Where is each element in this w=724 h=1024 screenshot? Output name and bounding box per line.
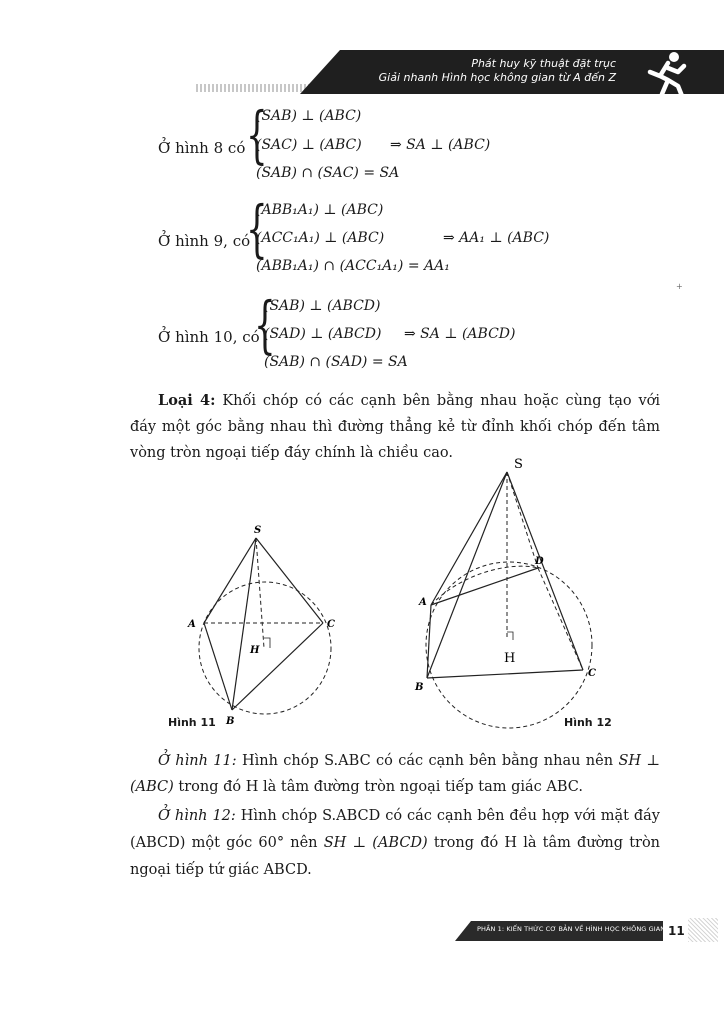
figure-11 [160, 500, 380, 740]
fig12-label-c: C [588, 668, 596, 679]
fig12-edge-sb [427, 472, 507, 678]
fig12-label-d: D [535, 556, 544, 567]
fig11-edge-sa [204, 538, 256, 623]
explanation-11-lead: Ở hình 11: [158, 753, 237, 769]
header-title-line-1: Phát huy kỹ thuật đặt trục [471, 57, 616, 70]
corner-mark: + [676, 282, 683, 291]
fig11-edge-ab [204, 623, 232, 710]
fig12-edge-sa [431, 472, 507, 605]
explanation-11-text-1: Hình chóp S.ABC có các cạnh bên bằng nhau nên [241, 753, 614, 769]
figure-12 [405, 450, 635, 740]
explanation-12-lead: Ở hình 12: [158, 808, 236, 824]
fig11-right-angle [264, 638, 270, 648]
system-2-brace: { [246, 192, 268, 265]
system-3-line-2: (SAD) ⊥ (ABCD) [264, 326, 382, 342]
fig11-edge-sc [256, 538, 323, 623]
explanation-12-text-1: Hình chóp S.ABCD có các cạnh bên đều hợp với mặt đáy (ABCD) một góc 60° nên [130, 808, 661, 851]
fig11-edge-bc [232, 623, 323, 710]
system-1-line-3: (SAB) ∩ (SAC) = SA [256, 165, 400, 181]
runner-icon [638, 48, 692, 102]
system-1-result: ⇒ SA ⊥ (ABC) [390, 137, 491, 153]
explanation-11 [130, 748, 660, 800]
system-3-line-3: (SAB) ∩ (SAD) = SA [264, 354, 408, 370]
footer-texture [688, 918, 718, 942]
system-2-label: Ở hình 9, có [158, 232, 251, 250]
loai4-text: Khối chóp có các cạnh bên bằng nhau hoặc cùng tạo với đáy một góc bằng nhau thì đường thẳng kẻ từ đỉnh khối chóp đến tâm vòng tròn ngoại tiếp đáy chính là chiều cao. [130, 393, 660, 461]
explanation-11-math: SH ⊥ (ABC) [130, 753, 661, 795]
system-3-line-1: (SAB) ⊥ (ABCD) [264, 298, 381, 314]
fig12-right-angle [507, 632, 513, 640]
fig12-circumcircle [426, 562, 592, 728]
explanation-12-text-2: trong đó H là tâm đường tròn ngoại tiếp tứ giác ABCD. [130, 835, 661, 878]
fig12-label-a: A [419, 597, 427, 608]
fig11-label-a: A [188, 619, 196, 630]
fig12-edge-sc [507, 472, 583, 670]
fig12-label-s: S [514, 457, 523, 472]
system-2-result: ⇒ AA₁ ⊥ (ABC) [443, 230, 550, 246]
explanation-12-math: SH ⊥ (ABCD) [323, 835, 428, 851]
fig12-edge-ab [427, 605, 431, 678]
system-1-line-2: (SAC) ⊥ (ABC) [256, 137, 362, 153]
page-number: 11 [668, 924, 685, 938]
figure-11-caption: Hình 11 [168, 716, 216, 729]
system-1-brace: { [246, 98, 268, 171]
explanation-11-text-2: trong đó H là tâm đường tròn ngoại tiếp tam giác ABC. [178, 779, 583, 795]
fig11-label-s: S [254, 525, 262, 536]
fig11-label-h: H [250, 645, 260, 656]
fig12-label-b: B [415, 682, 424, 693]
header-title-line-2: Giải nhanh Hình học không gian từ A đến Z [378, 71, 616, 84]
footer-section-title: PHẦN 1: KIẾN THỨC CƠ BẢN VỀ HÌNH HỌC KHÔNG GIAN [477, 925, 666, 933]
fig12-edge-dc [538, 568, 583, 670]
system-1-label: Ở hình 8 có [158, 139, 246, 157]
figure-12-caption: Hình 12 [564, 716, 612, 729]
fig12-edge-sd [507, 472, 538, 568]
system-2-line-2: (ACC₁A₁) ⊥ (ABC) [256, 230, 385, 246]
fig11-circumcircle [199, 582, 331, 714]
fig12-label-h: H [504, 651, 516, 666]
fig12-edge-bc [427, 670, 583, 678]
fig11-label-c: C [327, 619, 335, 630]
fig11-label-b: B [226, 716, 235, 727]
system-2-line-1: (ABB₁A₁) ⊥ (ABC) [256, 202, 384, 218]
loai4-heading: Loại 4: [158, 392, 216, 409]
explanation-12 [130, 803, 660, 884]
fig11-edge-sb [232, 538, 256, 710]
system-1-line-1: (SAB) ⊥ (ABC) [256, 108, 362, 124]
system-2-line-3: (ABB₁A₁) ∩ (ACC₁A₁) = AA₁ [256, 258, 450, 274]
fig12-diagonal [431, 568, 538, 605]
system-3-result: ⇒ SA ⊥ (ABCD) [404, 326, 516, 342]
system-3-brace: { [254, 288, 276, 361]
system-3-label: Ở hình 10, có [158, 328, 260, 346]
fig11-height-sh [256, 538, 264, 648]
